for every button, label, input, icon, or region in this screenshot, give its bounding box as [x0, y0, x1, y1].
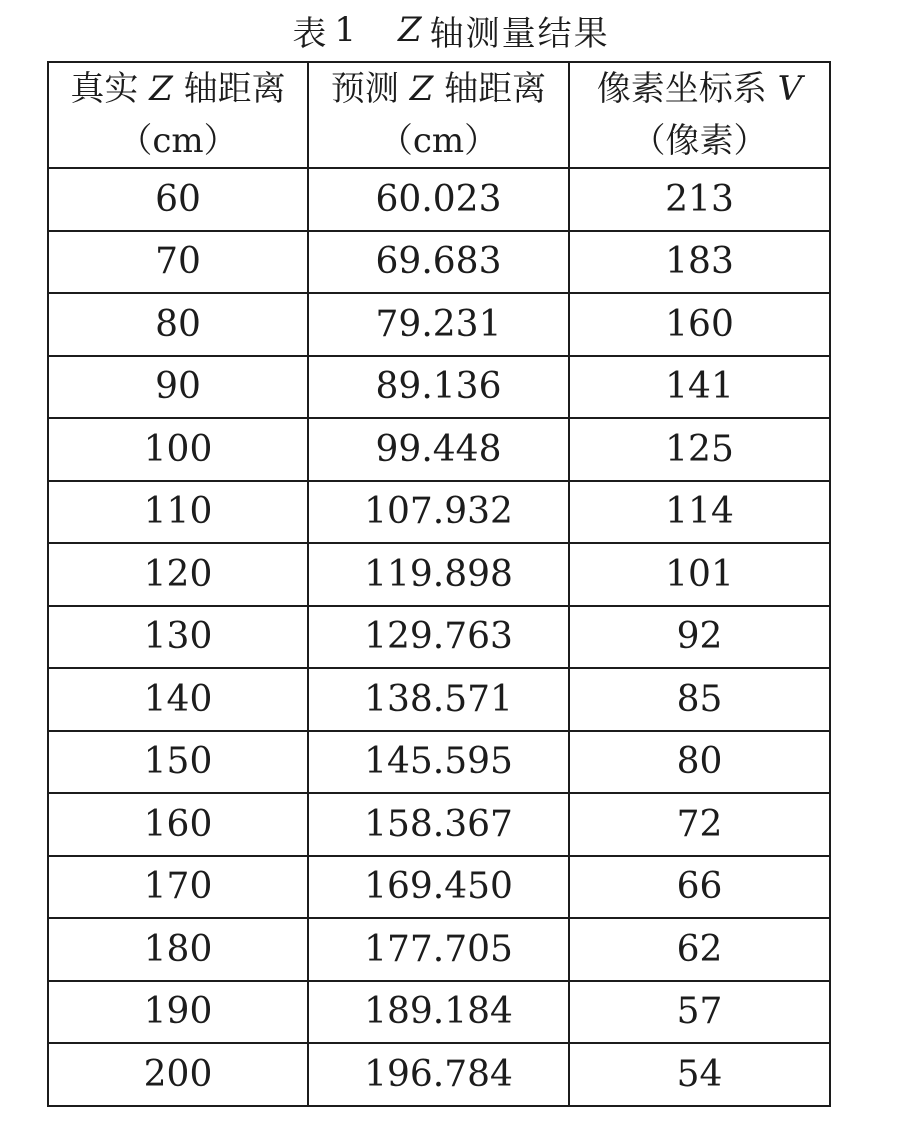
- cell-real: 180: [48, 918, 308, 981]
- table-row: [48, 981, 830, 1044]
- table-row: [48, 856, 830, 919]
- cell-predicted: 177.705: [308, 918, 569, 981]
- cell-predicted: 99.448: [308, 418, 569, 481]
- table-row: [48, 543, 830, 606]
- cell-real: 200: [48, 1043, 308, 1106]
- header-real-z-distance: 真实 Z 轴距离 （cm）: [48, 62, 308, 168]
- cell-predicted: 107.932: [308, 481, 569, 544]
- header-predicted-z-distance: 预测 Z 轴距离 （cm）: [308, 62, 569, 168]
- table-row: [48, 356, 830, 419]
- table-row: [48, 668, 830, 731]
- cell-predicted: 89.136: [308, 356, 569, 419]
- table-row: [48, 1043, 830, 1106]
- cell-pixel: 80: [569, 731, 830, 794]
- cell-pixel: 92: [569, 606, 830, 669]
- table-caption: [0, 0, 902, 60]
- cell-pixel: 125: [569, 418, 830, 481]
- cell-real: 100: [48, 418, 308, 481]
- cell-real: 120: [48, 543, 308, 606]
- table-row: [48, 293, 830, 356]
- table-row: [48, 231, 830, 294]
- cell-predicted: 79.231: [308, 293, 569, 356]
- cell-real: 160: [48, 793, 308, 856]
- cell-pixel: 72: [569, 793, 830, 856]
- table-row: [48, 731, 830, 794]
- cell-predicted: 196.784: [308, 1043, 569, 1106]
- table-row: [48, 168, 830, 231]
- cell-real: 140: [48, 668, 308, 731]
- cell-predicted: 158.367: [308, 793, 569, 856]
- cell-pixel: 66: [569, 856, 830, 919]
- cell-real: 70: [48, 231, 308, 294]
- cell-real: 110: [48, 481, 308, 544]
- cell-predicted: 169.450: [308, 856, 569, 919]
- cell-real: 190: [48, 981, 308, 1044]
- cell-pixel: 213: [569, 168, 830, 231]
- caption-number: 1: [334, 10, 358, 50]
- caption-text: 轴测量结果: [429, 13, 610, 54]
- cell-predicted: 69.683: [308, 231, 569, 294]
- cell-pixel: 85: [569, 668, 830, 731]
- cell-pixel: 101: [569, 543, 830, 606]
- cell-pixel: 183: [569, 231, 830, 294]
- cell-real: 130: [48, 606, 308, 669]
- table-row: [48, 793, 830, 856]
- table-row: [48, 481, 830, 544]
- cell-predicted: 119.898: [308, 543, 569, 606]
- table-row: [48, 418, 830, 481]
- cell-pixel: 54: [569, 1043, 830, 1106]
- cell-real: 150: [48, 731, 308, 794]
- cell-predicted: 145.595: [308, 731, 569, 794]
- cell-pixel: 114: [569, 481, 830, 544]
- cell-real: 60: [48, 168, 308, 231]
- cell-pixel: 57: [569, 981, 830, 1044]
- cell-predicted: 129.763: [308, 606, 569, 669]
- cell-real: 80: [48, 293, 308, 356]
- z-axis-measurement-table: [47, 61, 831, 1107]
- table-row: [48, 918, 830, 981]
- cell-real: 90: [48, 356, 308, 419]
- cell-pixel: 62: [569, 918, 830, 981]
- header-row: [48, 62, 830, 168]
- caption-label: 表: [292, 13, 329, 54]
- cell-predicted: 60.023: [308, 168, 569, 231]
- cell-predicted: 189.184: [308, 981, 569, 1044]
- cell-pixel: 160: [569, 293, 830, 356]
- header-pixel-v: 像素坐标系 V （像素）: [569, 62, 830, 168]
- caption-variable: Z: [398, 10, 424, 50]
- cell-predicted: 138.571: [308, 668, 569, 731]
- table-row: [48, 606, 830, 669]
- cell-pixel: 141: [569, 356, 830, 419]
- cell-real: 170: [48, 856, 308, 919]
